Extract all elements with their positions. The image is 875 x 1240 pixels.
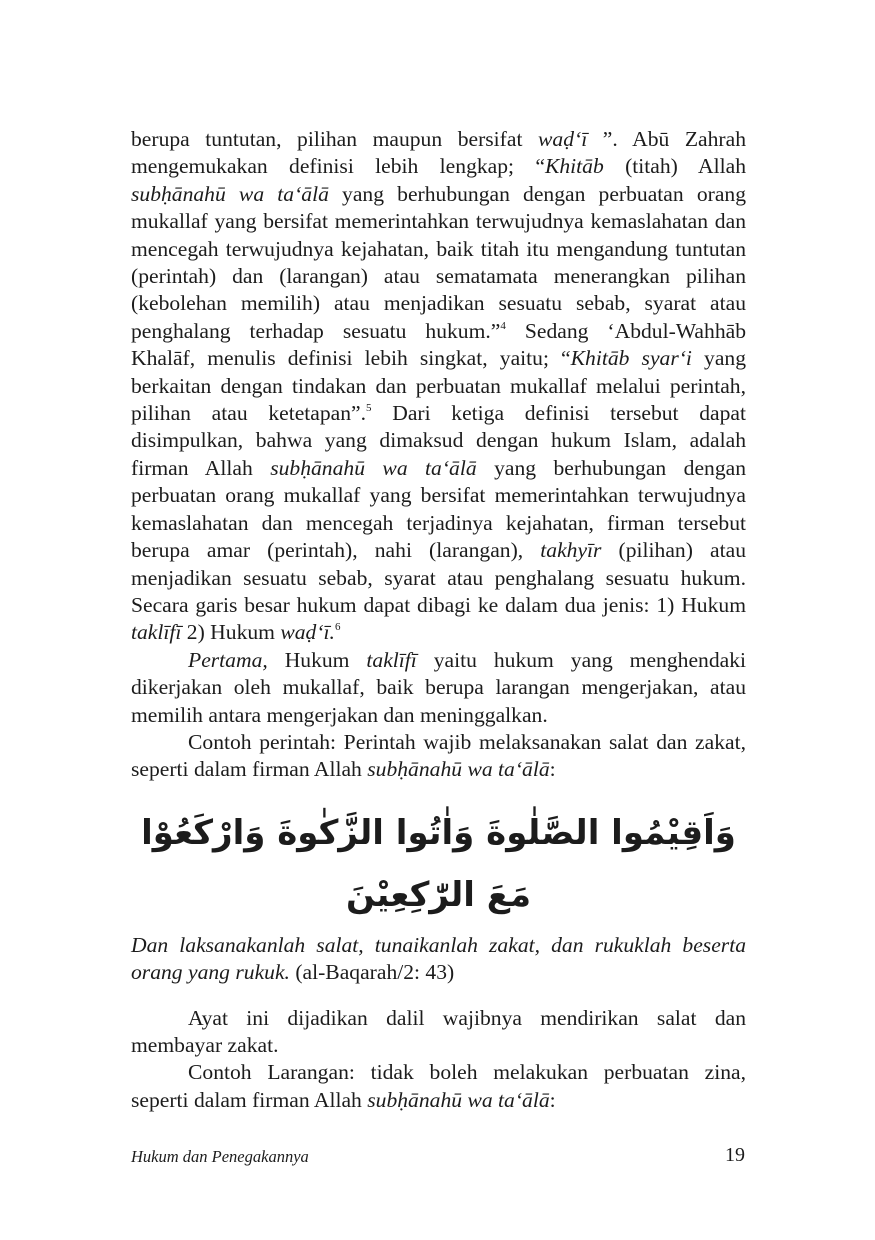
footnote-ref-4[interactable]: 4 [500,319,506,332]
paragraph-pertama [131,647,746,729]
italic-term: subḥānahū wa ta‘ālā [367,757,550,782]
footnote-ref-5[interactable]: 5 [366,401,372,414]
text-run: yang berhubungan dengan perbuatan orang mukallaf yang bersifat memerintahkan terwujudnya kemaslahatan dan mencegah terwujudnya kejahatan, baik titah itu mengandung tuntutan (perintah) dan (larangan) atau sematamata menerangkan pilihan (kebolehan memilih) atau menjadikan sesuatu sebab, syarat atau penghalang terhadap sesuatu hukum.” [131,181,747,343]
italic-term: Pertama, [188,647,268,672]
paragraph-contoh-perintah [131,729,746,784]
italic-term: subḥānahū wa ta‘ālā [367,1087,550,1112]
italic-term: waḍ‘ī. [280,620,335,645]
italic-term: Khitāb syar‘i [570,346,692,371]
paragraph-definitions [131,126,746,647]
text-run: Contoh Larangan: tidak boleh melakukan perbuatan zina, seperti dalam firman Allah [131,1060,746,1112]
footnote-ref-6[interactable]: 6 [334,621,341,634]
quran-verse-arabic: وَاَقِيْمُوا الصَّلٰوةَ وَاٰتُوا الزَّكٰوةَ وَارْكَعُوْا مَعَ الرّٰكِعِيْنَ [141,812,736,915]
text-run: yang berkaitan dengan tindakan dan perbuatan mukallaf melalui perintah, pilihan atau ketetapan”. [131,346,747,426]
text-run: 2) Hukum [181,620,281,645]
running-footer-title: Hukum dan Penegakannya [131,1147,309,1166]
italic-term: waḍ‘ī [538,127,588,151]
body-text [131,126,746,1114]
italic-term: Khitāb [544,154,604,179]
verse-reference: (al-Baqarah/2: 43) [289,960,455,985]
translation-text: Dan laksanakanlah salat, tunaikanlah zakat, dan rukuklah beserta orang yang rukuk. [131,932,746,985]
text-run: yaitu hukum yang menghendaki dikerjakan oleh mukallaf, baik berupa larangan mengerjakan, atau memilih antara mengerjakan dan meninggalkan. [131,647,747,727]
text-run: Hukum [267,647,367,672]
verse-translation [131,932,746,987]
text-run: ”. Abū Zahrah mengemukakan definisi lebih lengkap; “ [131,127,747,179]
text-run: Sedang ‘Abdul-Wahhāb Khalāf, menulis definisi lebih singkat, yaitu; “ [131,318,746,371]
italic-term: taklīfī [366,647,417,672]
text-run: : [549,1087,556,1112]
italic-term: subḥānahū wa ta‘ālā [270,455,477,480]
italic-term: taklīfī [131,620,182,645]
italic-term: subḥānahū wa ta‘ālā [131,181,329,206]
paragraph-contoh-larangan [131,1059,746,1114]
text-run: Dari ketiga definisi tersebut dapat disimpulkan, bahwa yang dimaksud dengan hukum Islam, adalah firman Allah [131,401,746,480]
paragraph-dalil: Ayat ini dijadikan dalil wajibnya mendirikan salat dan membayar zakat. [131,1005,746,1057]
text-run: (pilihan) atau menjadikan sesuatu sebab, syarat atau penghalang sesuatu hukum. Secara garis besar hukum dapat dibagi ke dalam dua jenis: 1) Hukum [131,538,746,617]
text-run: (titah) Allah [603,154,746,179]
page-number: 19 [725,1144,745,1166]
text-run: yang berhubungan dengan perbuatan orang mukallaf yang bersifat memerintahkan terwujudnya kemaslahatan dan mencegah terjadinya kejahatan, firman tersebut berupa amar (perintah), nahi (larangan), [131,455,747,563]
text-run: berupa tuntutan, pilihan maupun bersifat [131,127,539,151]
text-run: Contoh perintah: Perintah wajib melaksanakan salat dan zakat, seperti dalam firman Allah [131,729,746,782]
text-run: : [549,757,556,782]
italic-term: takhyīr [540,538,602,563]
